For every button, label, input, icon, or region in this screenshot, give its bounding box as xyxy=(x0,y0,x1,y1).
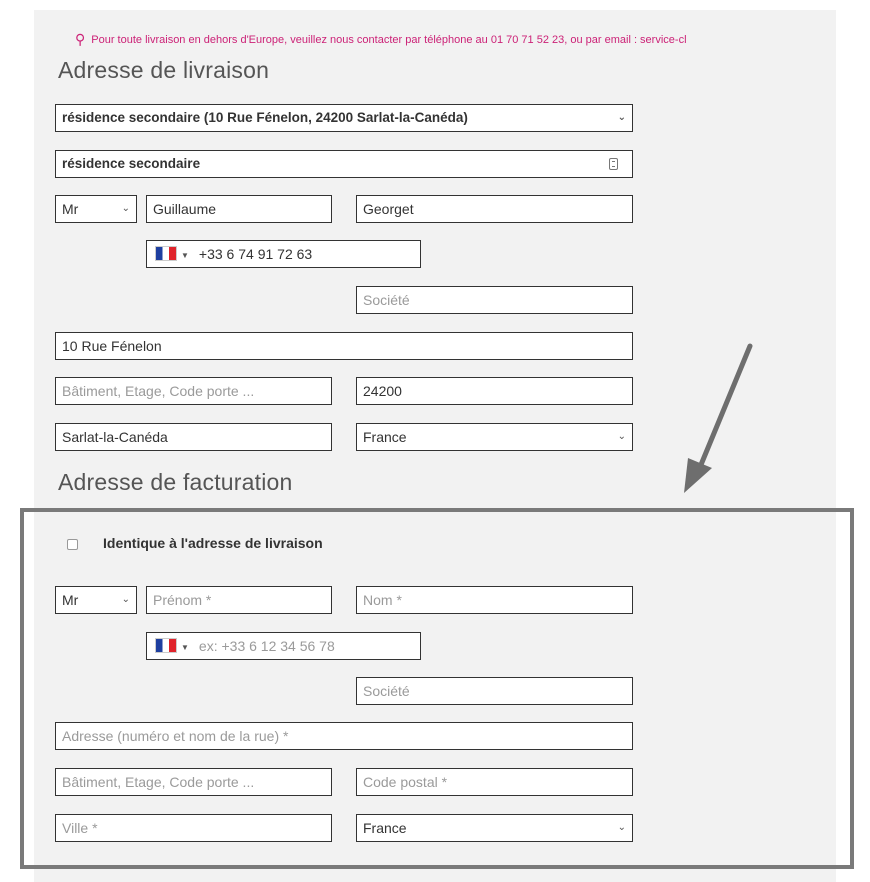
chevron-down-icon: ⌄ xyxy=(617,822,626,833)
delivery-address-title: Adresse de livraison xyxy=(58,57,270,83)
billing-phone-placeholder: ex: +33 6 12 34 56 78 xyxy=(198,638,335,654)
saved-address-value: résidence secondaire (10 Rue Fénelon, 24200 Sarlat-la-Canéda) xyxy=(62,110,468,125)
billing-first-name-input[interactable]: Prénom * xyxy=(146,586,332,614)
billing-address-title: Adresse de facturation xyxy=(58,469,293,495)
country-select[interactable] xyxy=(356,423,633,451)
billing-street-input[interactable]: Adresse (numéro et nom de la rue) * xyxy=(55,722,633,750)
france-flag-icon[interactable] xyxy=(155,246,177,261)
france-flag-icon[interactable] xyxy=(155,638,177,653)
caret-down-icon: ▼ xyxy=(181,251,189,260)
chevron-down-icon: ⌄ xyxy=(121,594,130,605)
billing-country-select[interactable] xyxy=(356,814,633,842)
address-name-value: résidence secondaire xyxy=(62,156,201,171)
billing-phone-input[interactable] xyxy=(146,632,421,660)
last-name-input[interactable]: Georget xyxy=(356,195,633,223)
billing-company-input[interactable]: Société xyxy=(356,677,633,705)
billing-country-value: France xyxy=(363,820,407,836)
phone-input[interactable] xyxy=(146,240,421,268)
chevron-down-icon: ⌄ xyxy=(617,112,626,123)
contact-card-icon xyxy=(609,158,618,170)
company-input[interactable]: Société xyxy=(356,286,633,314)
caret-down-icon: ▼ xyxy=(181,643,189,652)
civility-select[interactable] xyxy=(55,195,137,223)
same-as-delivery-checkbox[interactable] xyxy=(67,539,78,550)
civility-value: Mr xyxy=(62,201,79,217)
billing-last-name-input[interactable]: Nom * xyxy=(356,586,633,614)
billing-civility-value: Mr xyxy=(62,592,79,608)
country-value: France xyxy=(363,429,407,445)
building-input[interactable]: Bâtiment, Etage, Code porte ... xyxy=(55,377,332,405)
billing-building-input[interactable]: Bâtiment, Etage, Code porte ... xyxy=(55,768,332,796)
billing-city-input[interactable]: Ville * xyxy=(55,814,332,842)
city-input[interactable]: Sarlat-la-Canéda xyxy=(55,423,332,451)
lightbulb-icon: ⚲ xyxy=(75,31,86,47)
chevron-down-icon: ⌄ xyxy=(121,203,130,214)
address-name-input[interactable] xyxy=(55,150,633,178)
postal-code-input[interactable]: 24200 xyxy=(356,377,633,405)
annotation-arrow-icon xyxy=(670,340,770,500)
notice-text: Pour toute livraison en dehors d'Europe, veuillez nous contacter par téléphone au 01 70 71 52 23, ou par email : service-cl xyxy=(91,34,687,46)
first-name-input[interactable]: Guillaume xyxy=(146,195,332,223)
phone-value: +33 6 74 91 72 63 xyxy=(198,246,313,262)
billing-postal-code-input[interactable]: Code postal * xyxy=(356,768,633,796)
delivery-notice xyxy=(75,31,840,48)
street-input[interactable]: 10 Rue Fénelon xyxy=(55,332,633,360)
same-as-delivery-label[interactable]: Identique à l'adresse de livraison xyxy=(103,535,323,551)
saved-address-select[interactable] xyxy=(55,104,633,132)
chevron-down-icon: ⌄ xyxy=(617,431,626,442)
billing-civility-select[interactable] xyxy=(55,586,137,614)
